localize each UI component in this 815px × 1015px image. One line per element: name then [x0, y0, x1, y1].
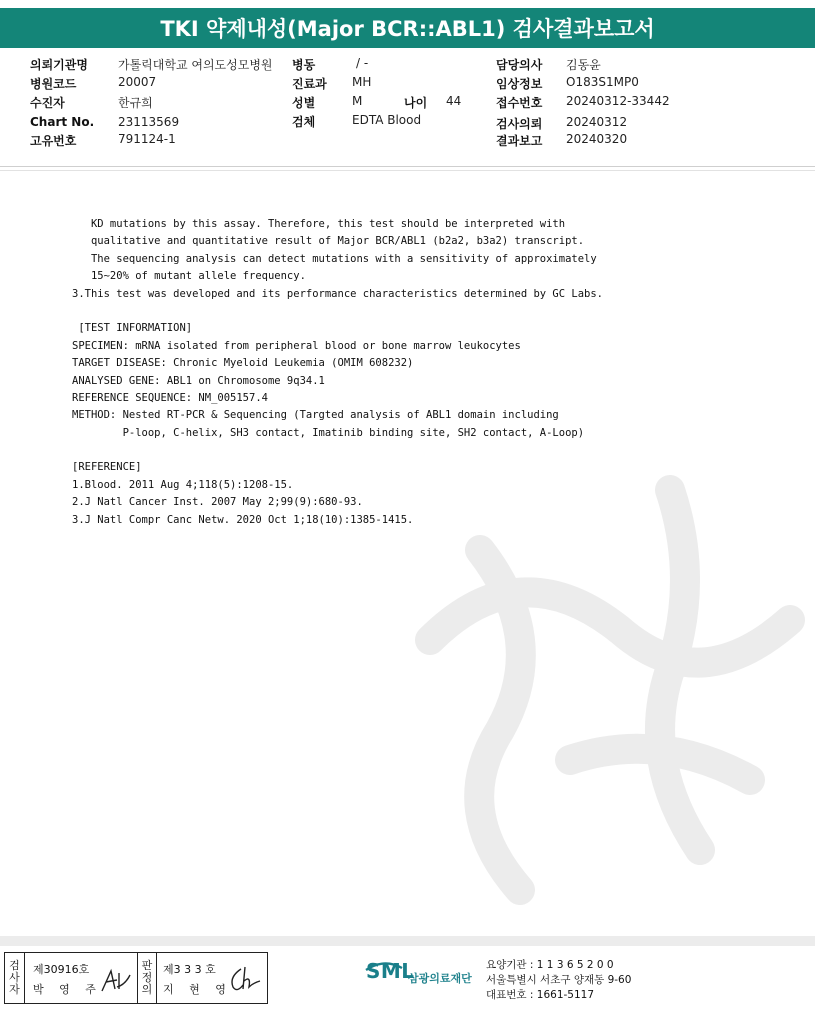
body-line	[72, 303, 772, 320]
info-label: 진료과	[292, 77, 327, 91]
info-value: 20240320	[566, 132, 628, 146]
age-label: 나이	[404, 96, 428, 110]
info-label: 검사의뢰	[496, 117, 543, 131]
reviewer-signature-icon	[227, 963, 263, 995]
body-line: The sequencing analysis can detect mutations with a sensitivity of approximately	[72, 252, 597, 265]
footer-divider	[0, 936, 815, 946]
info-value: 한규희	[118, 96, 153, 110]
info-value: / -	[356, 56, 369, 70]
logo-text: SML	[366, 959, 415, 983]
body-line: METHOD: Nested RT-PCR & Sequencing (Targted analysis of ABL1 domain including	[72, 409, 559, 422]
body-line: ANALYSED GENE: ABL1 on Chromosome 9q34.1	[72, 374, 325, 387]
reference-item: 1.Blood. 2011 Aug 4;118(5):1208-15.	[72, 478, 294, 491]
info-label: 접수번호	[496, 96, 543, 110]
body-line: P-loop, C-helix, SH3 contact, Imatinib binding site, SH2 contact, A-Loop)	[72, 426, 585, 439]
info-label: 병동	[292, 58, 316, 72]
info-value: 가톨릭대학교 여의도성모병원	[118, 58, 273, 72]
info-label: 검체	[292, 115, 316, 129]
age-value: 44	[446, 94, 462, 108]
body-line: 15~20% of mutant allele frequency.	[72, 270, 306, 283]
info-label: 담당의사	[496, 58, 543, 72]
report-body	[72, 216, 772, 529]
examiner-signature-icon	[99, 967, 133, 995]
reviewer-label: 판 정 의	[137, 953, 157, 1003]
patient-info-section	[0, 48, 815, 166]
info-value: 20007	[118, 75, 157, 89]
sml-logo	[362, 956, 482, 1000]
contact-line: 요양기관 : 1 1 3 6 5 2 0 0	[486, 959, 614, 971]
info-value: 20240312-33442	[566, 94, 670, 108]
reviewer-name: 지 현 영	[163, 983, 232, 996]
examiner-name: 박 영 주	[33, 983, 102, 996]
info-label: 병원코드	[30, 77, 77, 91]
info-label: 고유번호	[30, 134, 77, 148]
info-value: 23113569	[118, 115, 180, 129]
body-line: qualitative and quantitative result of Major BCR/ABL1 (b2a2, b3a2) transcript.	[72, 235, 585, 248]
info-label: 임상정보	[496, 77, 543, 91]
section-heading: [TEST INFORMATION]	[72, 322, 193, 335]
body-line: REFERENCE SEQUENCE: NM_005157.4	[72, 391, 268, 404]
body-line: 3.This test was developed and its performance characteristics determined by GC Labs.	[72, 287, 604, 300]
body-line: KD mutations by this assay. Therefore, this test should be interpreted with	[72, 218, 566, 230]
report-title-bar	[0, 8, 815, 48]
info-label: 의뢰기관명	[30, 58, 88, 72]
header-divider-secondary	[0, 170, 815, 171]
info-value: O183S1MP0	[566, 75, 639, 89]
reference-item: 2.J Natl Cancer Inst. 2007 May 2;99(9):680-93.	[72, 496, 363, 509]
info-label: 수진자	[30, 96, 65, 110]
contact-info	[486, 958, 631, 1003]
header-divider	[0, 166, 815, 167]
contact-line: 대표번호 : 1661-5117	[486, 989, 595, 1001]
info-value: 791124-1	[118, 132, 176, 146]
contact-line: 서울특별시 서초구 양재동 9-60	[486, 974, 632, 986]
info-value: MH	[352, 75, 372, 89]
signature-box	[4, 952, 268, 1004]
examiner-label: 검 사 자	[5, 953, 25, 1003]
info-label: Chart No.	[30, 115, 95, 129]
top-margin	[0, 0, 815, 8]
report-title: TKI 약제내성(Major BCR::ABL1) 검사결과보고서	[160, 17, 655, 41]
info-label: 결과보고	[496, 134, 543, 148]
body-line: TARGET DISEASE: Chronic Myeloid Leukemia (OMIM 608232)	[72, 357, 414, 370]
body-line	[72, 442, 772, 459]
info-value: M	[352, 94, 363, 108]
info-value: 20240312	[566, 115, 628, 129]
reference-item: 3.J Natl Compr Canc Netw. 2020 Oct 1;18(10):1385-1415.	[72, 513, 414, 526]
info-value: 김동윤	[566, 58, 601, 72]
body-line: SPECIMEN: mRNA isolated from peripheral blood or bone marrow leukocytes	[72, 339, 521, 352]
reviewer-number: 제3 3 3 호	[163, 963, 216, 976]
info-label: 성별	[292, 96, 316, 110]
info-value: EDTA Blood	[352, 113, 422, 127]
examiner-number: 제30916호	[33, 963, 90, 976]
section-heading: [REFERENCE]	[72, 461, 142, 474]
logo-korean-name: 삼광의료재단	[408, 972, 472, 985]
